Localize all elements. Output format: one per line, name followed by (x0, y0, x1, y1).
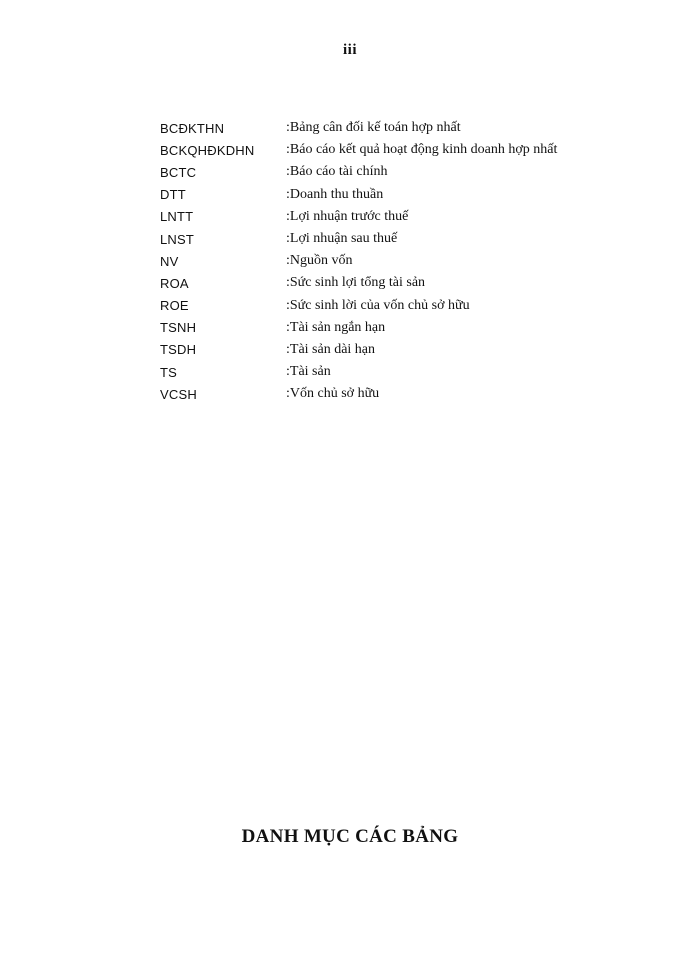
abbreviation-meaning: :Sức sinh lời của vốn chủ sở hữu (286, 297, 470, 313)
abbreviation-row (160, 295, 620, 317)
abbreviation-code: TSDH (160, 342, 197, 358)
abbreviation-code: VCSH (160, 386, 197, 402)
abbreviation-meaning: :Lợi nhuận sau thuế (286, 231, 398, 247)
abbreviation-row (160, 206, 620, 228)
abbreviation-code: BCTC (160, 164, 197, 180)
abbreviation-row (160, 228, 620, 250)
abbreviation-row (160, 250, 620, 272)
section-heading: DANH MỤC CÁC BẢNG (241, 826, 459, 847)
abbreviation-code: ROA (160, 275, 189, 291)
abbreviation-code: TSNH (160, 320, 197, 336)
abbreviation-row (160, 161, 620, 183)
abbreviation-meaning: :Bảng cân đối kế toán hợp nhất (286, 120, 461, 136)
abbreviation-row (160, 317, 620, 339)
abbreviation-meaning: :Doanh thu thuần (286, 186, 384, 202)
abbreviation-code: DTT (160, 187, 186, 203)
abbreviation-row (160, 339, 620, 361)
abbreviation-meaning: :Lợi nhuận trước thuế (286, 208, 409, 224)
page-number: iii (342, 42, 357, 58)
abbreviation-meaning: :Báo cáo tài chính (286, 164, 388, 180)
abbreviation-row (160, 383, 620, 405)
abbreviation-meaning: :Nguồn vốn (286, 253, 353, 269)
abbreviation-row (160, 272, 620, 294)
abbreviation-meaning: :Sức sinh lợi tổng tài sản (286, 275, 426, 291)
abbreviation-row (160, 117, 620, 139)
abbreviation-code: BCĐKTHN (160, 120, 225, 136)
abbreviation-meaning: :Báo cáo kết quả hoạt động kinh doanh hợp nhất (286, 142, 558, 158)
abbreviation-meaning: :Tài sản ngắn hạn (286, 319, 386, 335)
abbreviation-meaning: :Tài sản dài hạn (286, 341, 376, 357)
abbreviation-meaning: :Vốn chủ sở hữu (286, 386, 380, 402)
abbreviation-code: ROE (160, 298, 189, 314)
abbreviation-meaning: :Tài sản (286, 364, 331, 380)
abbreviation-code: LNST (160, 231, 195, 247)
abbreviation-code: LNTT (160, 209, 194, 225)
abbreviation-row (160, 184, 620, 206)
abbreviation-code: NV (160, 253, 179, 269)
abbreviation-code: BCKQHĐKDHN (160, 142, 255, 158)
abbreviation-row (160, 361, 620, 383)
abbreviation-code: TS (160, 364, 178, 380)
abbreviation-row (160, 139, 620, 161)
abbreviation-list (160, 117, 620, 405)
